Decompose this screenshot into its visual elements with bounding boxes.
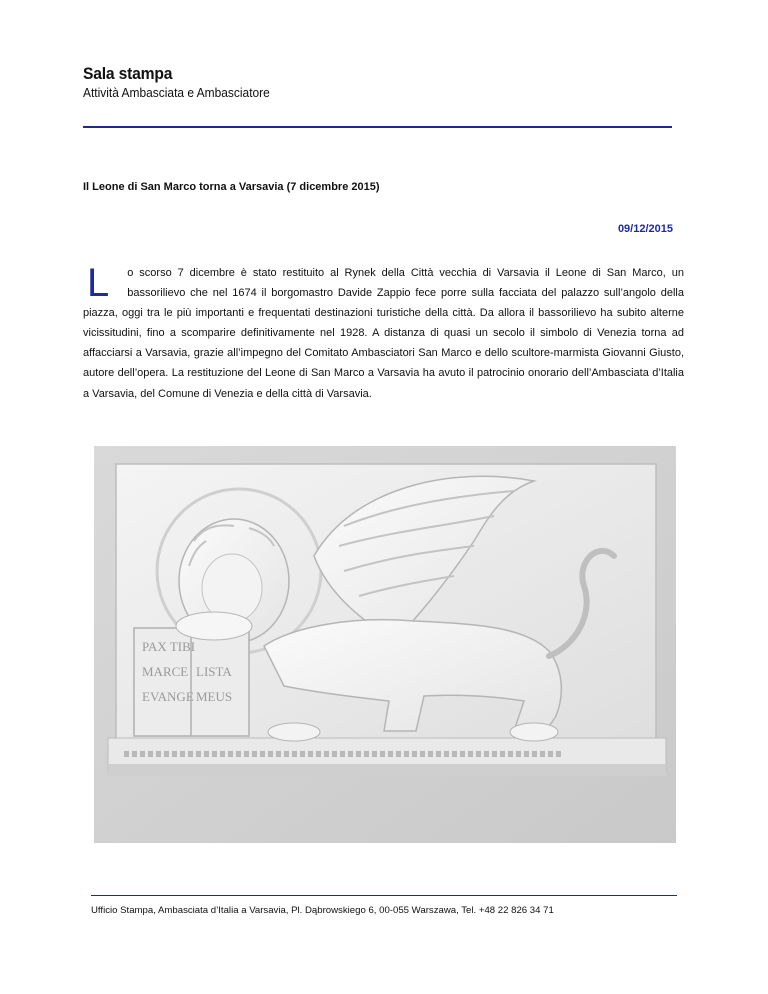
- book-inscription-line: PAX TIBI: [142, 639, 196, 654]
- article-body: [83, 263, 684, 404]
- lion-relief-photo: [94, 446, 676, 843]
- book-inscription-line: MEUS: [196, 689, 233, 704]
- header-subtitle: Attività Ambasciata e Ambasciatore: [83, 85, 270, 100]
- article-date: 09/12/2015: [617, 223, 673, 235]
- footer-contact: Ufficio Stampa, Ambasciata d’Italia a Varsavia, Pl. Dąbrowskiego 6, 00-055 Warszawa, Tel. +48 22 826 34 71: [91, 905, 554, 916]
- book-inscription-line: MARCE: [142, 664, 189, 679]
- header-title: Sala stampa: [83, 64, 173, 83]
- article-body-text: o scorso 7 dicembre è stato restituito al Rynek della Città vecchia di Varsavia il Leone di San Marco, un bassorilievo che nel 1674 il borgomastro Davide Zappio fece porre sulla facciata del palazzo sull’angolo della piazza, oggi tra le più importanti e frequentati destinazioni turistiche della città. Da allora il bassorilievo ha subito alterne vicissitudini, fino a scomparire definitivamente nel 1928. A distanza di quasi un secolo il simbolo di Venezia torna ad affacciarsi a Varsavia, grazie all’impegno del Comitato Ambasciatori San Marco e dello scultore-marmista Giovanni Giusto, autore dell’opera. La restituzione del Leone di San Marco a Varsavia ha avuto il patrocinio onorario dell’Ambasciata d’Italia a Varsavia, del Comune di Venezia e della città di Varsavia.: [83, 267, 684, 400]
- dropcap: L: [87, 261, 110, 305]
- article-title: Il Leone di San Marco torna a Varsavia (7 dicembre 2015): [83, 181, 380, 193]
- header-divider: [83, 126, 672, 128]
- book-inscription-line: EVANGE: [142, 689, 194, 704]
- footer-divider: [91, 895, 677, 896]
- book-inscription-line: LISTA: [196, 664, 232, 679]
